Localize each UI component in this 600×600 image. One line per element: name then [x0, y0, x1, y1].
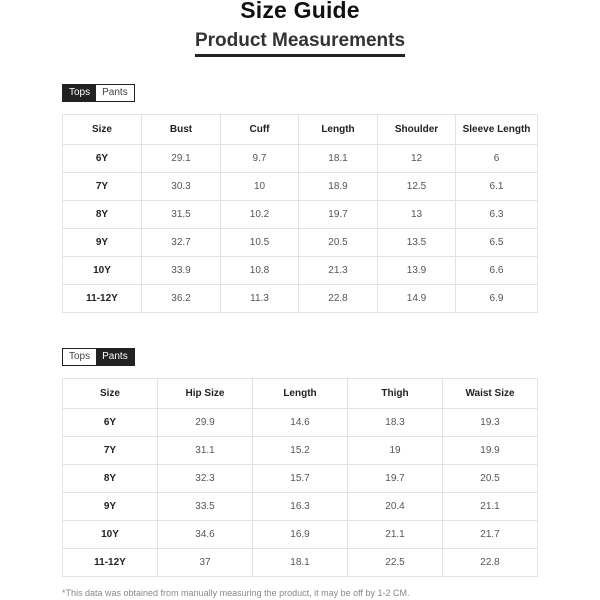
table-cell: 14.9: [378, 285, 456, 313]
column-header: Waist Size: [443, 379, 538, 409]
table-cell: 6.5: [456, 229, 538, 257]
table-cell: 34.6: [158, 521, 253, 549]
table-header-row: [63, 115, 538, 145]
table-row: [63, 229, 538, 257]
table-cell: 16.9: [253, 521, 348, 549]
size-cell: 10Y: [63, 257, 142, 285]
table-cell: 29.1: [142, 145, 221, 173]
size-cell: 8Y: [63, 465, 158, 493]
table-cell: 12.5: [378, 173, 456, 201]
table-row: [63, 549, 538, 577]
table-cell: 10.2: [221, 201, 299, 229]
size-cell: 6Y: [63, 145, 142, 173]
table-cell: 9.7: [221, 145, 299, 173]
table-cell: 19.9: [443, 437, 538, 465]
page-title: Size Guide: [240, 0, 360, 23]
tops-tab-bar: [62, 84, 135, 102]
size-cell: 9Y: [63, 229, 142, 257]
table-cell: 21.7: [443, 521, 538, 549]
column-header: Shoulder: [378, 115, 456, 145]
table-cell: 30.3: [142, 173, 221, 201]
column-header: Hip Size: [158, 379, 253, 409]
table-cell: 21.1: [443, 493, 538, 521]
table-header-row: [63, 379, 538, 409]
table-cell: 19.7: [299, 201, 378, 229]
table-cell: 12: [378, 145, 456, 173]
table-cell: 13: [378, 201, 456, 229]
table-cell: 10.8: [221, 257, 299, 285]
table-cell: 18.3: [348, 409, 443, 437]
size-cell: 11-12Y: [63, 285, 142, 313]
tab-tops[interactable]: Tops: [63, 85, 96, 101]
table-cell: 19.7: [348, 465, 443, 493]
table-cell: 31.1: [158, 437, 253, 465]
measurement-disclaimer: *This data was obtained from manually measuring the product, it may be off by 1-2 CM.: [62, 588, 410, 598]
table-cell: 6.6: [456, 257, 538, 285]
table-cell: 33.9: [142, 257, 221, 285]
tab-tops[interactable]: Tops: [63, 349, 96, 365]
tops-size-table: [62, 114, 538, 313]
table-cell: 6.1: [456, 173, 538, 201]
subtitle-wrapper: [0, 30, 600, 57]
size-cell: 7Y: [63, 437, 158, 465]
table-row: [63, 437, 538, 465]
column-header: Thigh: [348, 379, 443, 409]
table-cell: 6: [456, 145, 538, 173]
table-cell: 32.3: [158, 465, 253, 493]
pants-tab-bar: [62, 348, 135, 366]
size-cell: 7Y: [63, 173, 142, 201]
size-cell: 11-12Y: [63, 549, 158, 577]
column-header: Cuff: [221, 115, 299, 145]
table-cell: 13.9: [378, 257, 456, 285]
table-cell: 37: [158, 549, 253, 577]
table-cell: 10.5: [221, 229, 299, 257]
page-subtitle: Product Measurements: [195, 30, 405, 57]
tab-pants[interactable]: Pants: [96, 85, 134, 101]
table-cell: 19: [348, 437, 443, 465]
table-row: [63, 465, 538, 493]
size-cell: 8Y: [63, 201, 142, 229]
column-header: Length: [253, 379, 348, 409]
size-cell: 9Y: [63, 493, 158, 521]
table-cell: 15.7: [253, 465, 348, 493]
tab-pants[interactable]: Pants: [96, 349, 134, 365]
table-cell: 32.7: [142, 229, 221, 257]
column-header: Bust: [142, 115, 221, 145]
column-header: Size: [63, 115, 142, 145]
column-header: Size: [63, 379, 158, 409]
size-cell: 6Y: [63, 409, 158, 437]
table-cell: 29.9: [158, 409, 253, 437]
table-row: [63, 285, 538, 313]
table-cell: 20.4: [348, 493, 443, 521]
column-header: Sleeve Length: [456, 115, 538, 145]
table-cell: 21.1: [348, 521, 443, 549]
table-row: [63, 173, 538, 201]
table-row: [63, 145, 538, 173]
table-cell: 36.2: [142, 285, 221, 313]
table-row: [63, 493, 538, 521]
table-row: [63, 257, 538, 285]
table-cell: 21.3: [299, 257, 378, 285]
table-cell: 22.8: [443, 549, 538, 577]
size-cell: 10Y: [63, 521, 158, 549]
table-cell: 15.2: [253, 437, 348, 465]
table-cell: 22.5: [348, 549, 443, 577]
table-cell: 13.5: [378, 229, 456, 257]
table-cell: 22.8: [299, 285, 378, 313]
table-cell: 20.5: [443, 465, 538, 493]
table-cell: 16.3: [253, 493, 348, 521]
table-cell: 6.3: [456, 201, 538, 229]
table-cell: 18.1: [253, 549, 348, 577]
table-row: [63, 201, 538, 229]
table-cell: 18.1: [299, 145, 378, 173]
table-cell: 19.3: [443, 409, 538, 437]
pants-size-table: [62, 378, 538, 577]
column-header: Length: [299, 115, 378, 145]
table-cell: 33.5: [158, 493, 253, 521]
table-cell: 18.9: [299, 173, 378, 201]
table-cell: 14.6: [253, 409, 348, 437]
table-cell: 20.5: [299, 229, 378, 257]
table-row: [63, 521, 538, 549]
table-row: [63, 409, 538, 437]
table-cell: 10: [221, 173, 299, 201]
table-cell: 31.5: [142, 201, 221, 229]
table-cell: 6.9: [456, 285, 538, 313]
table-cell: 11.3: [221, 285, 299, 313]
